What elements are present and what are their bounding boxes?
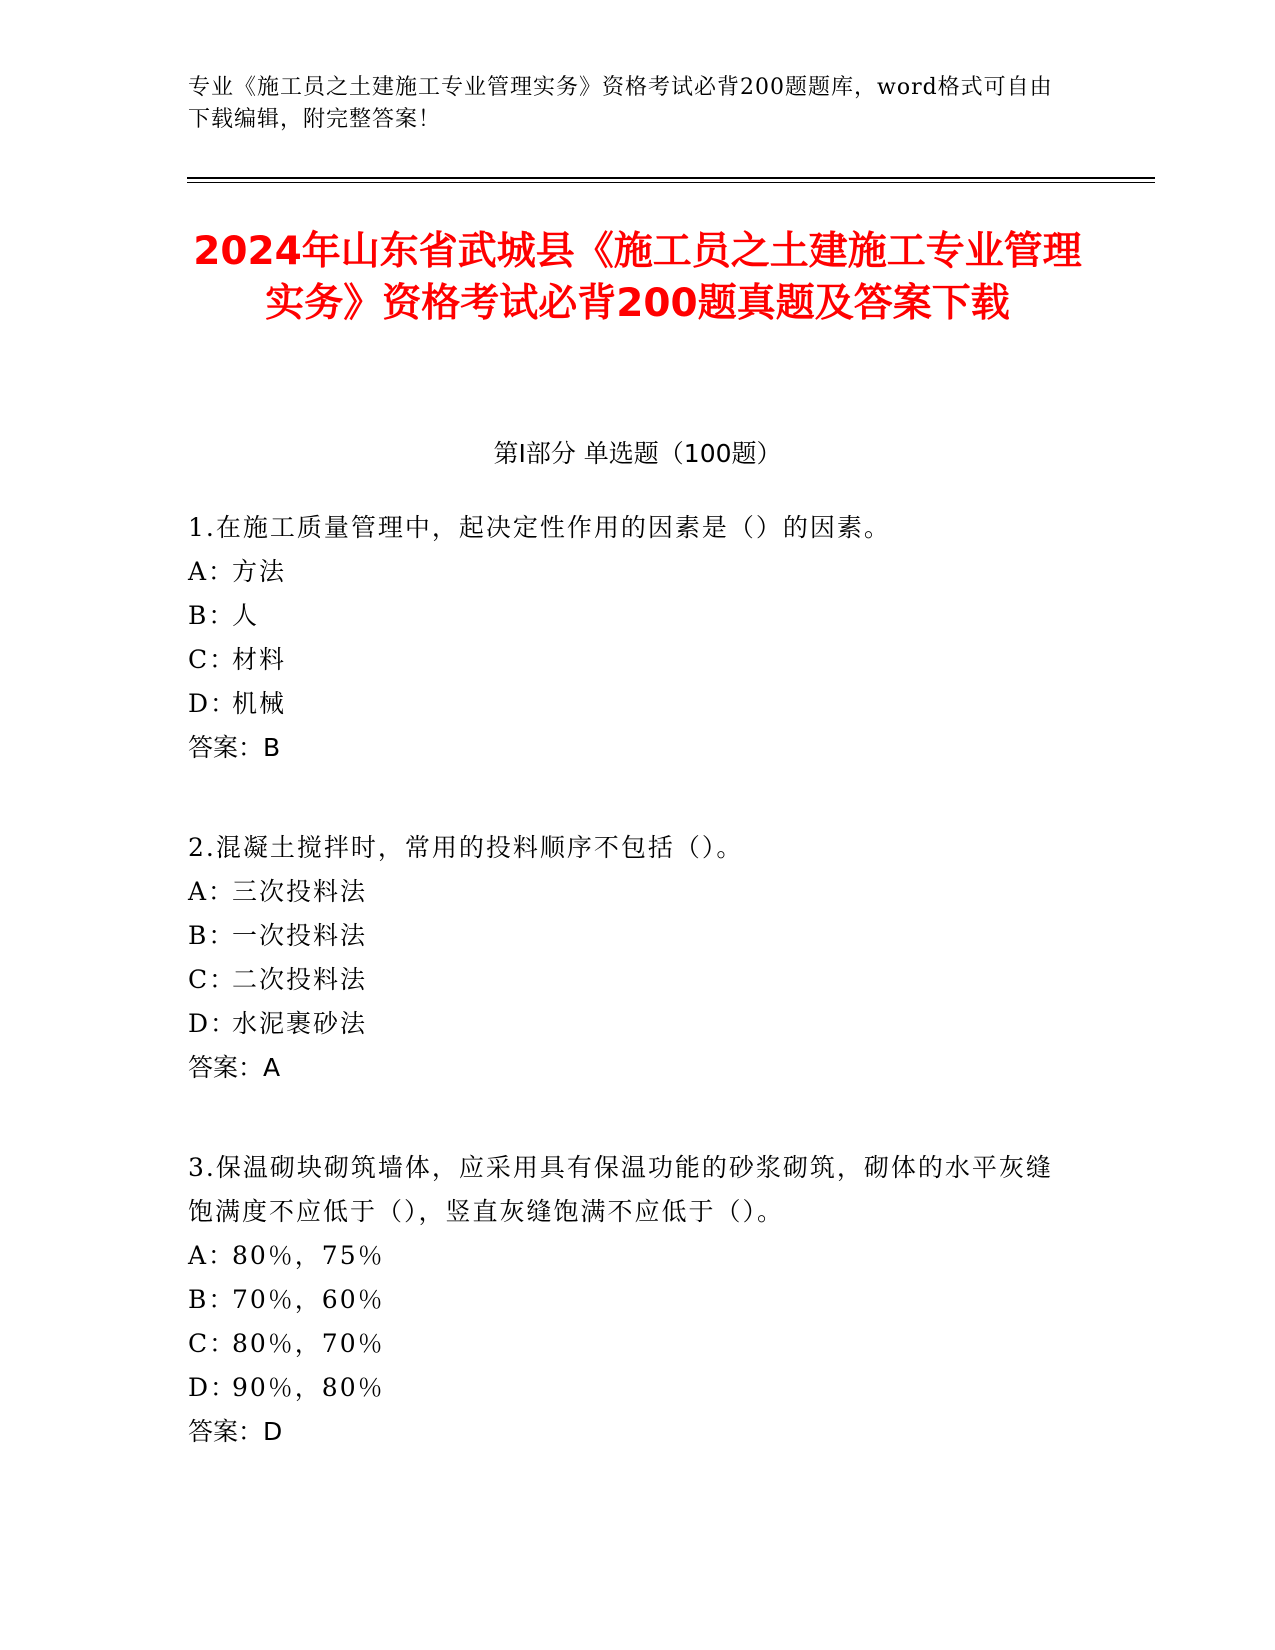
header-divider-thick — [187, 177, 1155, 179]
section-heading: 第Ⅰ部分 单选题（100题） — [493, 439, 782, 468]
question-stem: 1.在施工质量管理中，起决定性作用的因素是（）的因素。 — [188, 513, 891, 542]
option-c — [188, 1322, 1068, 1366]
option-text: 90％，80％ — [232, 1373, 385, 1402]
option-a — [188, 870, 1068, 914]
option-key: C： — [188, 1329, 237, 1358]
option-text: 水泥裹砂法 — [232, 1009, 368, 1038]
option-key: B： — [188, 601, 236, 630]
header-note: 专业《施工员之土建施工专业管理实务》资格考试必背200题题库，word格式可自由下载编辑，附完整答案！ — [188, 75, 1053, 132]
option-key: D： — [188, 689, 238, 718]
answer-label: 答案：D — [188, 1417, 283, 1446]
header-divider-thin — [187, 182, 1155, 183]
option-text: 人 — [232, 601, 260, 630]
option-a — [188, 1234, 1068, 1278]
option-b — [188, 914, 1068, 958]
option-key: D： — [188, 1373, 238, 1402]
question-2 — [188, 826, 1068, 1090]
option-text: 80％，75％ — [232, 1241, 385, 1270]
option-key: C： — [188, 965, 237, 994]
question-1 — [188, 506, 1068, 770]
answer-label: 答案：A — [188, 1053, 281, 1082]
option-b — [188, 594, 1068, 638]
option-key: A： — [188, 877, 236, 906]
option-d — [188, 1366, 1068, 1410]
option-text: 二次投料法 — [232, 965, 368, 994]
option-text: 一次投料法 — [232, 921, 368, 950]
option-d — [188, 682, 1068, 726]
option-key: A： — [188, 1241, 236, 1270]
option-a — [188, 550, 1068, 594]
option-b — [188, 1278, 1068, 1322]
option-text: 方法 — [232, 557, 287, 586]
option-key: B： — [188, 1285, 236, 1314]
option-text: 80％，70％ — [232, 1329, 385, 1358]
option-text: 70％，60％ — [232, 1285, 385, 1314]
option-c — [188, 958, 1068, 1002]
option-text: 材料 — [232, 645, 287, 674]
option-text: 机械 — [232, 689, 287, 718]
option-c — [188, 638, 1068, 682]
answer-label: 答案：B — [188, 733, 281, 762]
document-title: 2024年山东省武城县《施工员之土建施工专业管理实务》资格考试必背200题真题及答案下载 — [193, 229, 1082, 326]
question-stem: 3.保温砌块砌筑墙体，应采用具有保温功能的砂浆砌筑，砌体的水平灰缝饱满度不应低于（），竖直灰缝饱满不应低于（）。 — [188, 1153, 1053, 1226]
option-text: 三次投料法 — [232, 877, 368, 906]
question-stem: 2.混凝土搅拌时，常用的投料顺序不包括（）。 — [188, 833, 744, 862]
option-key: B： — [188, 921, 236, 950]
option-d — [188, 1002, 1068, 1046]
option-key: A： — [188, 557, 236, 586]
option-key: D： — [188, 1009, 238, 1038]
question-3 — [188, 1146, 1068, 1454]
option-key: C： — [188, 645, 237, 674]
